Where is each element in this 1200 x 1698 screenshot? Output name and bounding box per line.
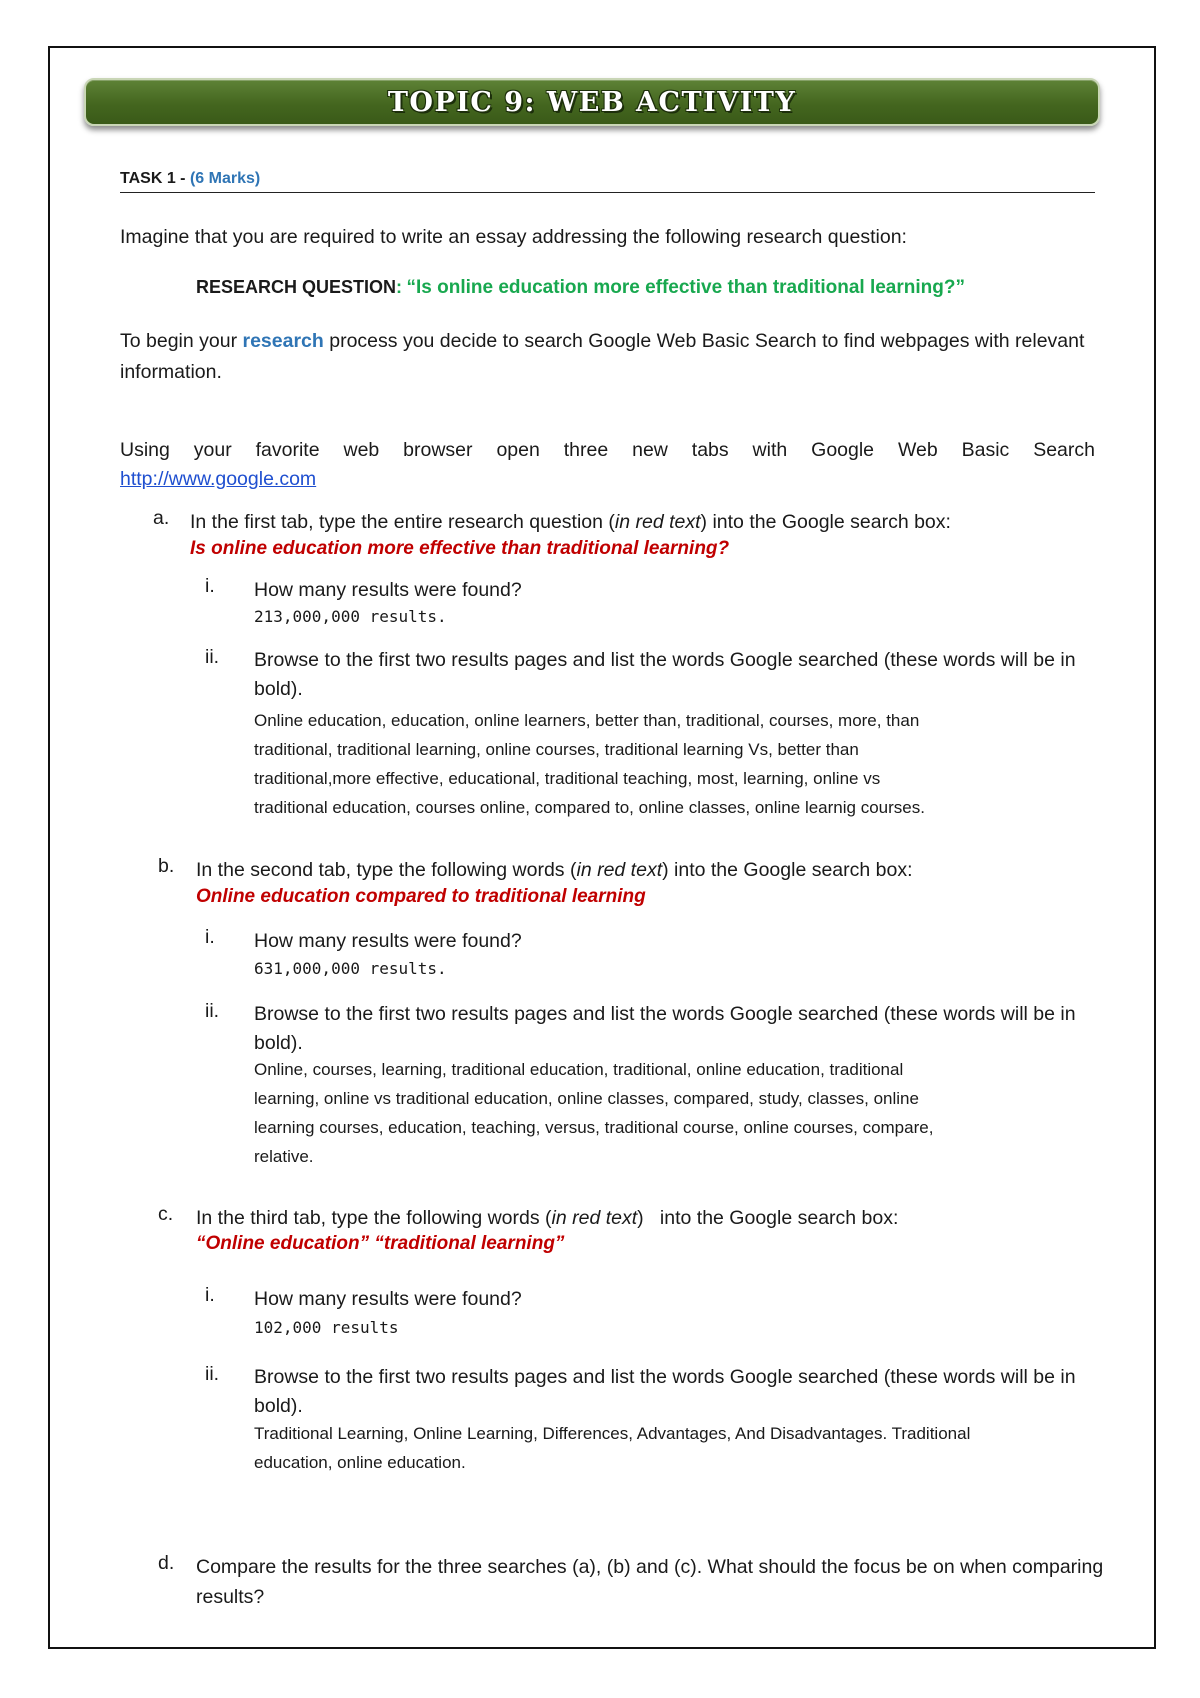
section-b-instruction (196, 855, 1096, 886)
section-c-q2-number: ii. (205, 1363, 220, 1385)
research-question-label: RESEARCH QUESTION (196, 277, 397, 297)
answer-line: Traditional Learning, Online Learning, Differences, Advantages, And Disadvantages. Traditional (254, 1424, 971, 1443)
title-banner (84, 78, 1100, 126)
section-d-letter: d. (158, 1552, 175, 1574)
instruction-text: In the second tab, type the following words ( (196, 859, 577, 881)
begin-paragraph (120, 326, 1095, 388)
page-title: TOPIC 9: WEB ACTIVITY (387, 86, 797, 118)
section-a-q2-number: ii. (205, 646, 220, 668)
section-a-letter: a. (153, 507, 170, 529)
begin-text-2: process you decide to search Google Web Basic Search to find webpages with relevant information. (120, 330, 1085, 383)
section-a-q2-answer (254, 706, 1114, 822)
answer-line: learning, online vs traditional education, online classes, compared, study, classes, online (254, 1089, 919, 1108)
section-c-letter: c. (158, 1203, 174, 1225)
begin-text-1: To begin your (120, 330, 243, 352)
task-marks: (6 Marks) (189, 170, 261, 187)
section-c-q1-answer: 102,000 results (254, 1318, 399, 1337)
research-question-text: “Is online education more effective than traditional learning?” (406, 277, 965, 298)
section-b-q2-text: Browse to the first two results pages and list the words Google searched (these words will be in bold). (254, 1003, 1076, 1054)
intro-text: Imagine that you are required to write an essay addressing the following research question: (120, 226, 907, 248)
section-c-query: “Online education” “traditional learning” (196, 1233, 565, 1254)
answer-line: learning courses, education, teaching, versus, traditional course, online courses, compare, (254, 1118, 934, 1137)
answer-line: traditional,more effective, educational, traditional teaching, most, learning, online vs (254, 769, 881, 788)
section-a-q1-answer: 213,000,000 results. (254, 607, 447, 626)
section-a-instruction (190, 507, 1090, 538)
answer-line: traditional education, courses online, compared to, online classes, online learnig courses. (254, 798, 925, 817)
research-question (196, 277, 1096, 299)
section-a-q1-text: How many results were found? (254, 579, 522, 601)
section-c-q2-answer (254, 1419, 1114, 1477)
section-a-q2-text: Browse to the first two results pages and list the words Google searched (these words will be in bold). (254, 649, 1076, 700)
instruction-text: ) into the Google search box: (662, 859, 913, 881)
instruction-emphasis: in red text (576, 859, 663, 881)
section-b-query: Online education compared to traditional learning (196, 886, 646, 907)
section-b-q2-answer (254, 1055, 1114, 1171)
google-link[interactable]: http://www.google.com (120, 468, 317, 490)
instruction-text: ) into the Google search box: (637, 1207, 899, 1229)
research-question-colon: : (396, 277, 403, 297)
section-b-letter: b. (158, 855, 175, 877)
answer-line: education, online education. (254, 1453, 466, 1472)
answer-line: Online education, education, online learners, better than, traditional, courses, more, than (254, 711, 920, 730)
task-heading (120, 170, 1095, 193)
section-c-instruction (196, 1203, 1096, 1234)
section-c-q1-number: i. (205, 1284, 215, 1306)
google-link-row (120, 464, 1095, 495)
section-b-q1-answer: 631,000,000 results. (254, 959, 447, 978)
answer-line: relative. (254, 1147, 314, 1166)
answer-line: traditional, traditional learning, online courses, traditional learning Vs, better than (254, 740, 859, 759)
instruction-text: In the first tab, type the entire research question ( (190, 511, 615, 533)
task-label: TASK 1 - (120, 170, 190, 187)
answer-line: Online, courses, learning, traditional education, traditional, online education, traditional (254, 1060, 904, 1079)
section-d-text: Compare the results for the three searches (a), (b) and (c). What should the focus be on when comparing results? (196, 1556, 1104, 1608)
section-a-query: Is online education more effective than traditional learning? (190, 538, 730, 559)
research-highlight: research (242, 330, 324, 352)
using-browser-line: Using your favorite web browser open three new tabs with Google Web Basic Search (120, 439, 1095, 461)
instruction-text: ) into the Google search box: (700, 511, 951, 533)
section-b-q1-text: How many results were found? (254, 930, 522, 952)
section-c-q1-text: How many results were found? (254, 1288, 522, 1310)
instruction-text: In the third tab, type the following words ( (196, 1207, 552, 1229)
section-b-q2-number: ii. (205, 1000, 220, 1022)
instruction-emphasis: in red text (551, 1207, 638, 1229)
section-b-q1-number: i. (205, 926, 215, 948)
instruction-emphasis: in red text (614, 511, 701, 533)
section-c-q2-text: Browse to the first two results pages and list the words Google searched (these words will be in bold). (254, 1366, 1076, 1417)
section-a-q1-number: i. (205, 575, 215, 597)
